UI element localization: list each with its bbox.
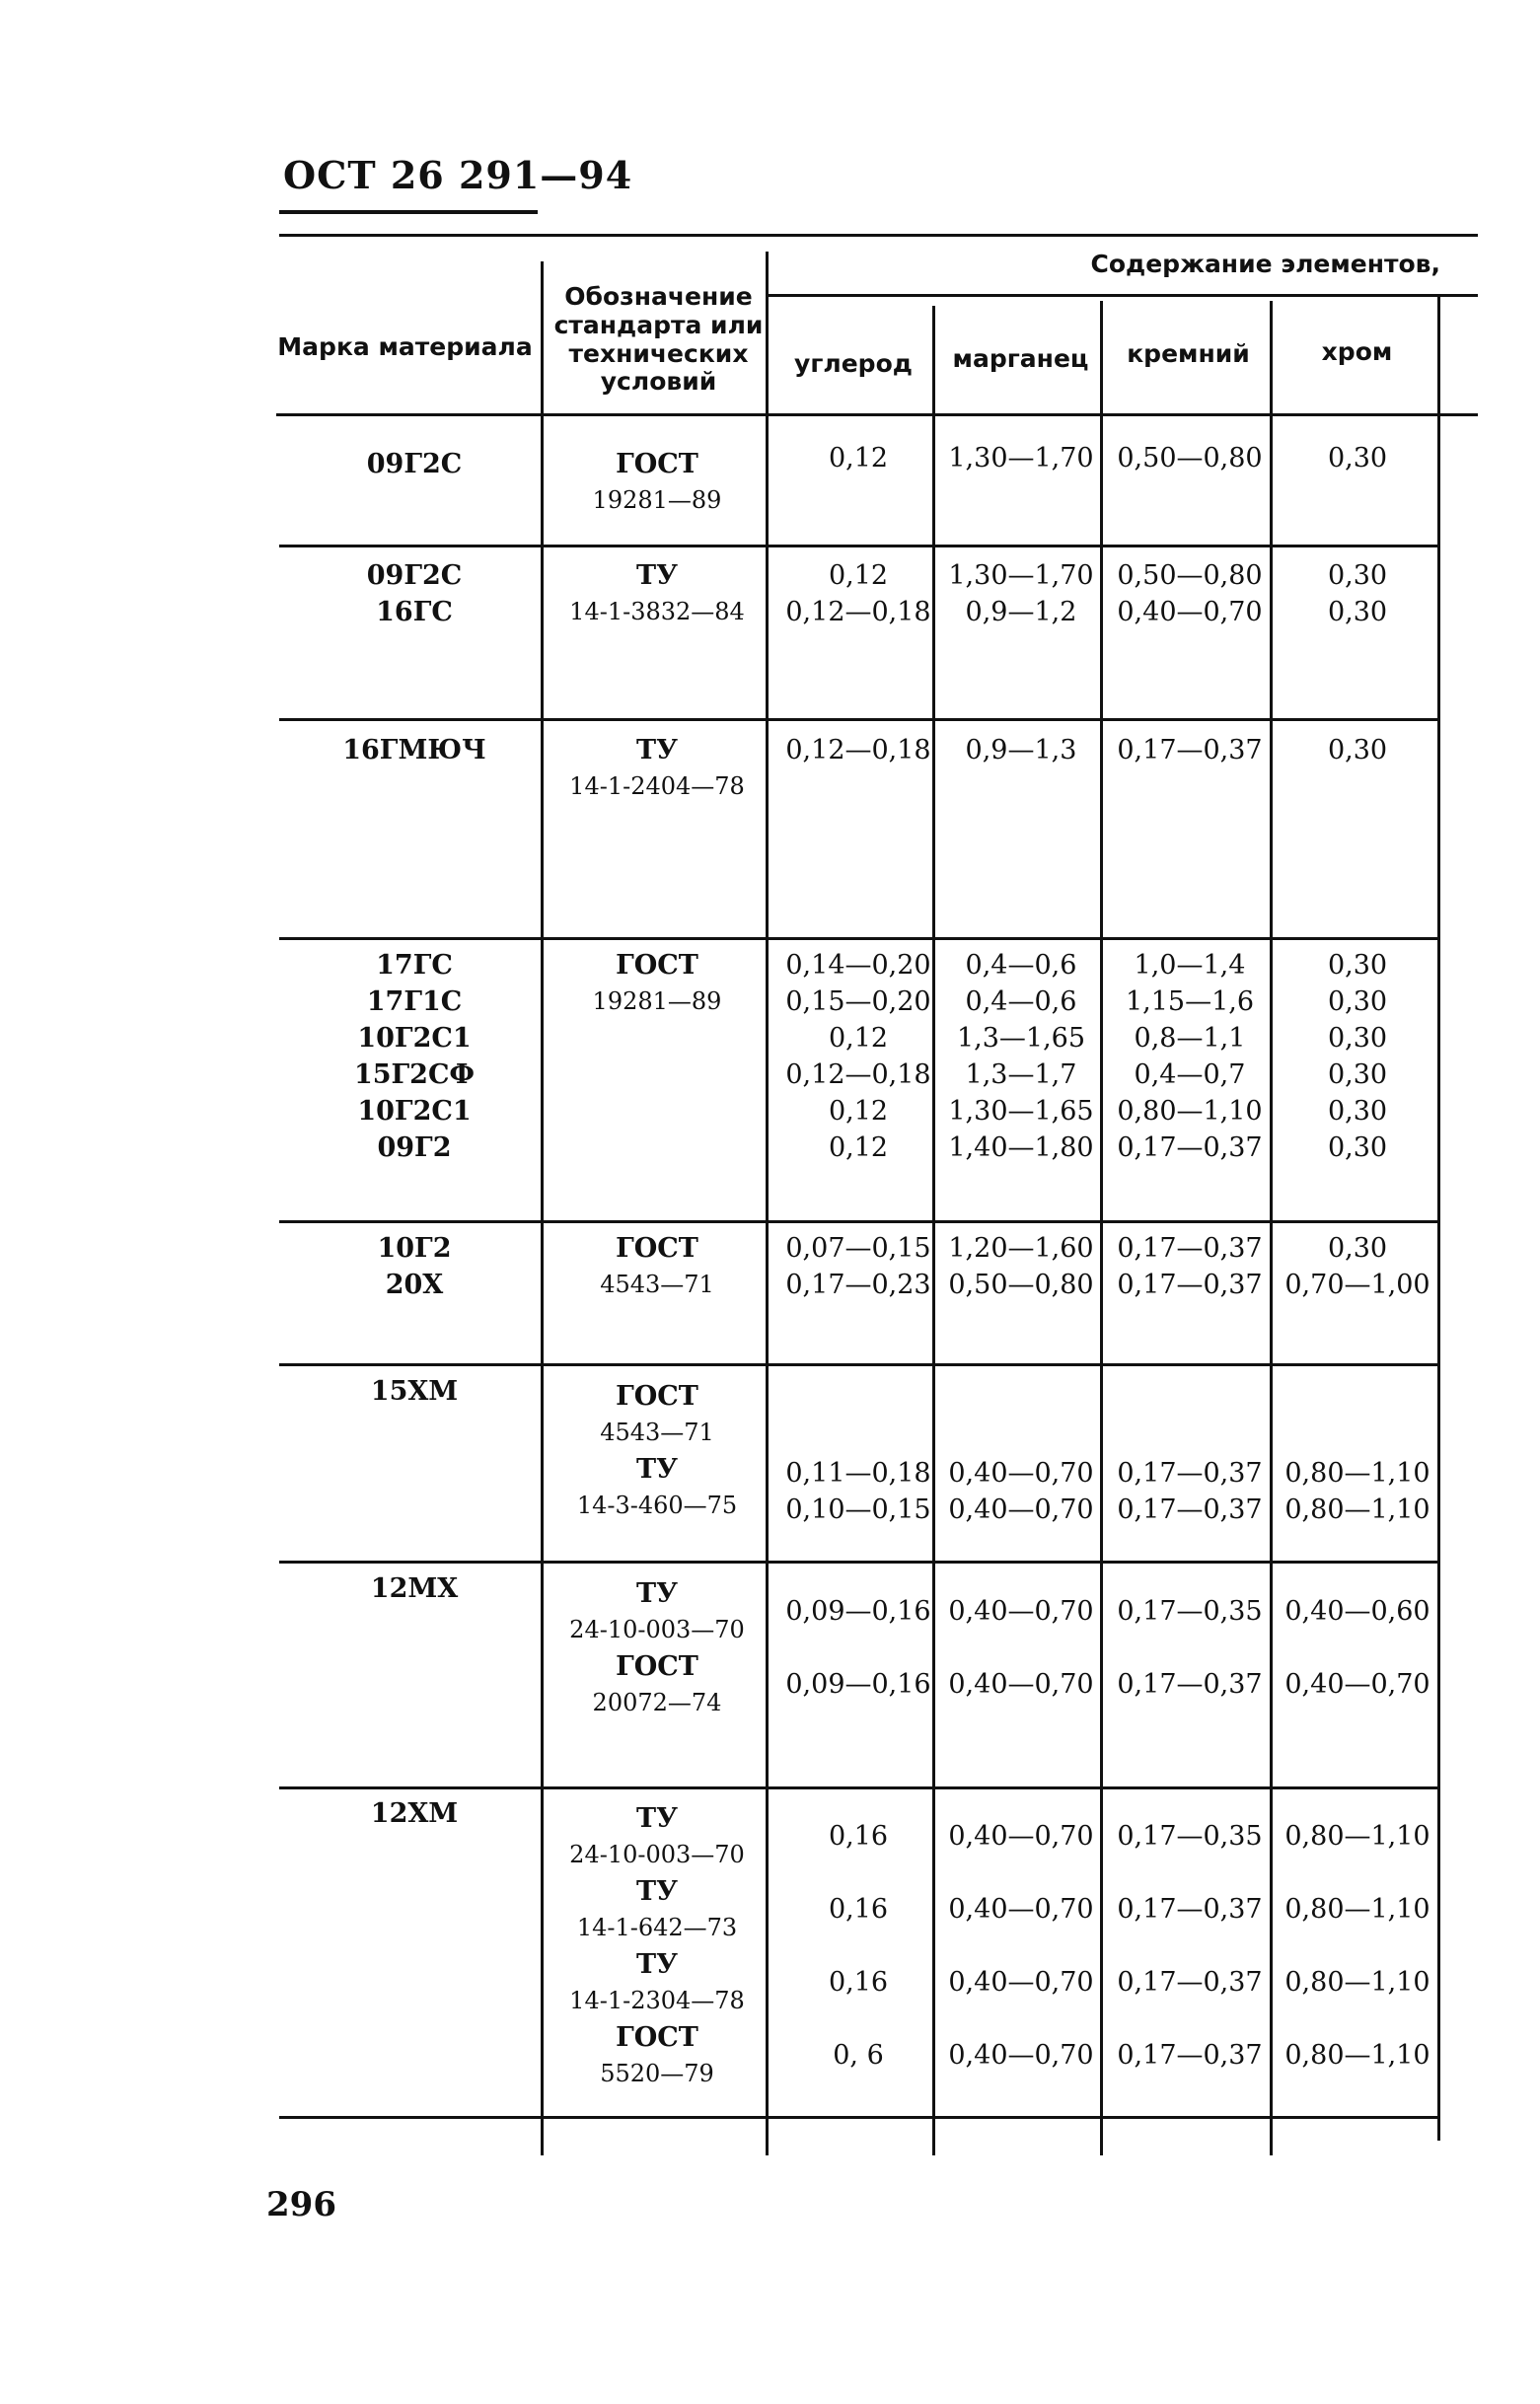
carbon-value: 0,12—0,18 [785,597,931,627]
manganese-cell [942,947,1100,1166]
silicon-cell [1110,732,1270,768]
header-bottom-rule [276,413,1478,416]
chromium-value: 0,80—1,10 [1284,1894,1430,1925]
carbon-cell [784,1455,932,1528]
carbon-value: 0, 6 [833,2040,884,2071]
header-manganese: марганец [952,344,1089,373]
silicon-value: 0,17—0,37 [1117,1270,1263,1300]
col-rule-carbon [932,306,935,2155]
carbon-value: 0,12 [828,1132,889,1163]
manganese-value: 1,30—1,65 [948,1096,1094,1127]
manganese-cell [942,732,1100,768]
manganese-value: 1,3—1,65 [956,1023,1086,1054]
manganese-cell [942,557,1100,630]
manganese-value: 0,40—0,70 [948,1458,1094,1489]
col-rule-manganese [1100,301,1103,2155]
material-mark-cell [296,1795,533,1832]
chromium-cell [1278,440,1437,476]
row-rule [279,937,1438,940]
manganese-value: 0,40—0,70 [948,1894,1094,1925]
chromium-value: 0,80—1,10 [1284,1967,1430,1998]
header-chromium: хром [1321,337,1393,366]
carbon-cell [784,1800,932,2092]
carbon-value: 0,15—0,20 [785,986,931,1017]
silicon-value: 0,50—0,80 [1117,443,1263,474]
row-rule [279,718,1438,721]
chromium-value: 0,30 [1327,560,1388,591]
row-rule [279,1220,1438,1223]
silicon-value: 0,17—0,37 [1117,1233,1263,1264]
chromium-value: 0,30 [1327,443,1388,474]
chromium-value: 0,30 [1327,986,1388,1017]
carbon-value: 0,17—0,23 [785,1270,931,1300]
manganese-cell [942,1575,1100,1721]
manganese-cell [942,1800,1100,2092]
standard-number: 4543—71 [600,1419,714,1446]
standard-number: 14-1-2404—78 [569,772,745,800]
header-carbon: углерод [794,349,913,378]
silicon-value: 0,40—0,70 [1117,597,1263,627]
carbon-value: 0,12 [828,560,889,591]
chromium-value: 0,30 [1327,1096,1388,1127]
silicon-value: 0,17—0,37 [1117,1132,1263,1163]
standard-cell [548,446,767,519]
chromium-value: 0,70—1,00 [1284,1270,1430,1300]
silicon-value: 0,17—0,35 [1117,1596,1263,1627]
chromium-cell [1278,947,1437,1166]
manganese-value: 0,40—0,70 [948,1821,1094,1852]
title-underline [279,210,538,214]
chromium-value: 0,80—1,10 [1284,1821,1430,1852]
manganese-value: 0,40—0,70 [948,1494,1094,1525]
row-rule [279,1561,1438,1564]
carbon-value: 0,14—0,20 [785,950,931,981]
manganese-value: 1,3—1,7 [965,1059,1077,1090]
chromium-value: 0,80—1,10 [1284,1494,1430,1525]
standard-number: 24-10-003—70 [569,1841,745,1868]
carbon-value: 0,16 [828,1821,889,1852]
carbon-value: 0,12 [828,1096,889,1127]
manganese-value: 0,4—0,6 [965,986,1077,1017]
table-top-rule [279,234,1478,237]
col-rule-silicon [1270,301,1273,2155]
row-rule [279,545,1438,547]
manganese-value: 1,20—1,60 [948,1233,1094,1264]
standard-type: ГОСТ [616,1233,698,1264]
row-rule [279,1363,1438,1366]
silicon-value: 0,17—0,37 [1117,1894,1263,1925]
standard-cell [548,1230,767,1303]
material-mark-cell [296,1373,533,1410]
material-mark: 10Г2 [377,1233,452,1264]
silicon-cell [1110,947,1270,1166]
standard-cell [548,1575,767,1721]
chromium-value: 0,30 [1327,1059,1388,1090]
silicon-value: 0,8—1,1 [1134,1023,1246,1054]
carbon-value: 0,12—0,18 [785,1059,931,1090]
standard-cell [548,557,767,630]
manganese-value: 1,30—1,70 [948,443,1094,474]
carbon-value: 0,07—0,15 [785,1233,931,1264]
silicon-value: 0,17—0,37 [1117,1967,1263,1998]
chromium-value: 0,40—0,70 [1284,1669,1430,1700]
standard-type: ГОСТ [616,449,698,479]
group-header-rule [768,294,1478,297]
standard-number: 14-1-642—73 [576,1914,738,1941]
chromium-cell [1278,1800,1437,2092]
silicon-cell [1110,1230,1270,1303]
carbon-cell [784,557,932,630]
standard-type: ТУ [635,735,678,765]
standard-type: ТУ [635,1578,678,1609]
standard-type: ГОСТ [616,1381,698,1412]
manganese-value: 0,50—0,80 [948,1270,1094,1300]
standard-number: 5520—79 [600,2060,714,2087]
page-number: 296 [266,2185,336,2224]
material-mark-cell [296,446,533,482]
carbon-cell [784,440,932,476]
carbon-value: 0,12 [828,1023,889,1054]
material-mark: 15ХМ [370,1376,459,1407]
header-standard: Обозначение стандарта или технических условий [553,282,764,397]
standard-type: ГОСТ [616,950,698,981]
silicon-cell [1110,1455,1270,1528]
table-bottom-rule [279,2116,1438,2119]
col-rule-chromium [1437,296,1440,2141]
standard-type: ТУ [635,1454,678,1485]
material-mark: 16ГС [376,597,453,627]
standard-number: 14-1-2304—78 [569,1987,745,2014]
silicon-value: 1,0—1,4 [1134,950,1246,981]
chromium-value: 0,30 [1327,1132,1388,1163]
standard-cell [548,1800,767,2092]
standard-number: 24-10-003—70 [569,1616,745,1643]
carbon-cell [784,732,932,768]
silicon-value: 0,17—0,37 [1117,1669,1263,1700]
silicon-cell [1110,1800,1270,2092]
standard-type: ТУ [635,1949,678,1980]
header-group-elements: Содержание элементов, [1090,250,1440,278]
material-mark: 15Г2СФ [353,1059,476,1090]
carbon-cell [784,947,932,1166]
standard-cell [548,732,767,805]
manganese-value: 0,40—0,70 [948,1669,1094,1700]
carbon-cell [784,1575,932,1721]
standard-number: 19281—89 [592,486,722,514]
chromium-cell [1278,732,1437,768]
silicon-value: 0,50—0,80 [1117,560,1263,591]
silicon-value: 0,17—0,37 [1117,735,1263,765]
standard-number: 19281—89 [592,987,722,1015]
standard-number: 14-3-460—75 [576,1492,738,1519]
chromium-value: 0,30 [1327,950,1388,981]
material-mark-cell [296,1570,533,1607]
manganese-value: 0,40—0,70 [948,2040,1094,2071]
silicon-value: 0,4—0,7 [1134,1059,1246,1090]
material-mark: 09Г2С [366,449,463,479]
silicon-value: 1,15—1,6 [1125,986,1255,1017]
material-mark: 09Г2С [366,560,463,591]
carbon-value: 0,16 [828,1967,889,1998]
material-mark: 12ХМ [370,1798,459,1829]
silicon-value: 0,17—0,37 [1117,1494,1263,1525]
material-mark: 17ГС [376,950,453,981]
chromium-value: 0,80—1,10 [1284,2040,1430,2071]
chromium-value: 0,30 [1327,735,1388,765]
carbon-value: 0,12—0,18 [785,735,931,765]
chromium-value: 0,30 [1327,597,1388,627]
carbon-value: 0,09—0,16 [785,1669,931,1700]
standard-number: 20072—74 [592,1689,722,1716]
carbon-value: 0,11—0,18 [785,1458,931,1489]
silicon-cell [1110,557,1270,630]
manganese-value: 0,9—1,3 [965,735,1077,765]
manganese-value: 0,40—0,70 [948,1596,1094,1627]
chromium-cell [1278,557,1437,630]
silicon-value: 0,17—0,35 [1117,1821,1263,1852]
standard-type: ТУ [635,1876,678,1907]
silicon-value: 0,17—0,37 [1117,2040,1263,2071]
material-mark: 17Г1С [366,986,463,1017]
material-mark-cell [296,1230,533,1303]
silicon-cell [1110,440,1270,476]
material-mark-cell [296,947,533,1166]
material-mark: 12МХ [370,1573,459,1604]
page-title: ОСТ 26 291—94 [283,153,633,197]
manganese-value: 0,40—0,70 [948,1967,1094,1998]
carbon-value: 0,12 [828,443,889,474]
manganese-value: 1,40—1,80 [948,1132,1094,1163]
manganese-value: 1,30—1,70 [948,560,1094,591]
chromium-cell [1278,1575,1437,1721]
chromium-value: 0,30 [1327,1233,1388,1264]
chromium-cell [1278,1230,1437,1303]
standard-type: ГОСТ [616,2022,698,2053]
silicon-value: 0,17—0,37 [1117,1458,1263,1489]
chromium-cell [1278,1455,1437,1528]
material-mark: 10Г2С1 [357,1096,472,1127]
material-mark: 09Г2 [377,1132,452,1163]
manganese-value: 0,9—1,2 [965,597,1077,627]
chromium-value: 0,40—0,60 [1284,1596,1430,1627]
manganese-cell [942,440,1100,476]
manganese-cell [942,1230,1100,1303]
material-mark: 10Г2С1 [357,1023,472,1054]
material-mark: 20Х [385,1270,444,1300]
carbon-value: 0,16 [828,1894,889,1925]
silicon-value: 0,80—1,10 [1117,1096,1263,1127]
chromium-value: 0,30 [1327,1023,1388,1054]
carbon-value: 0,10—0,15 [785,1494,931,1525]
material-mark-cell [296,557,533,630]
manganese-value: 0,4—0,6 [965,950,1077,981]
standard-number: 4543—71 [600,1271,714,1298]
material-mark-cell [296,732,533,768]
silicon-cell [1110,1575,1270,1721]
standard-type: ГОСТ [616,1651,698,1682]
row-rule [279,1786,1438,1789]
manganese-cell [942,1455,1100,1528]
standard-cell [548,1378,767,1524]
header-material: Марка материала [277,332,533,361]
carbon-value: 0,09—0,16 [785,1596,931,1627]
standard-cell [548,947,767,1020]
header-silicon: кремний [1127,339,1250,368]
standard-type: ТУ [635,560,678,591]
carbon-cell [784,1230,932,1303]
material-mark: 16ГМЮЧ [342,735,486,765]
standard-type: ТУ [635,1803,678,1834]
standard-number: 14-1-3832—84 [569,598,745,625]
chromium-value: 0,80—1,10 [1284,1458,1430,1489]
